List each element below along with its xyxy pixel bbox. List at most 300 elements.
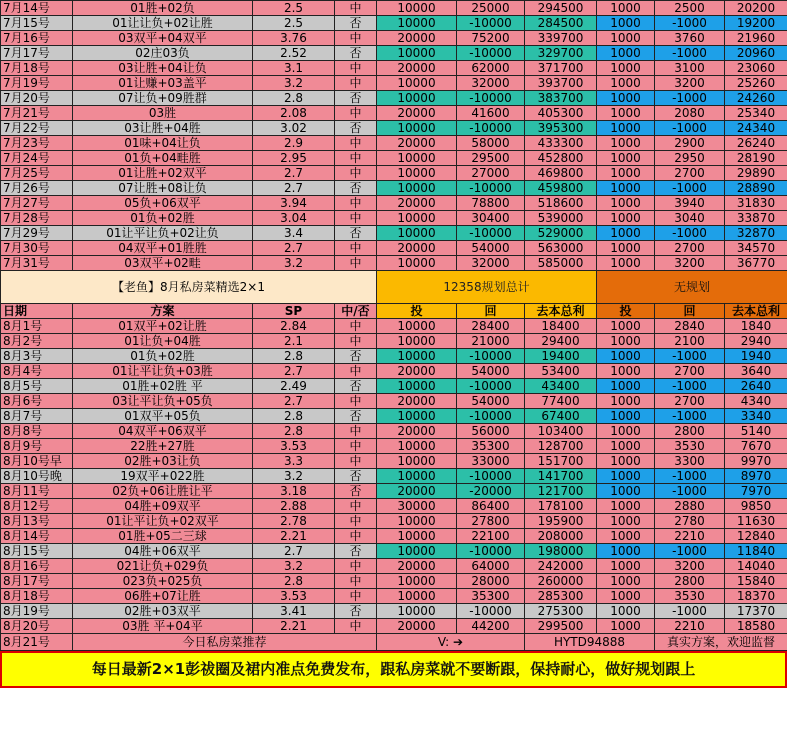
cell-hit: 否 bbox=[335, 484, 377, 499]
cell-total2: 1940 bbox=[725, 349, 787, 364]
cell-total: 452800 bbox=[525, 151, 597, 166]
cell-sp: 2.7 bbox=[253, 181, 335, 196]
cell-date: 8月9号 bbox=[1, 439, 73, 454]
cell-sp: 2.8 bbox=[253, 574, 335, 589]
table-row bbox=[1, 409, 787, 424]
table-row bbox=[1, 31, 787, 46]
cell-sp: 3.02 bbox=[253, 121, 335, 136]
cell-ret2: 2700 bbox=[655, 241, 725, 256]
header-invest-2: 投 bbox=[597, 304, 655, 319]
table-row bbox=[1, 16, 787, 31]
contact-code: HYTD94888 bbox=[525, 634, 655, 651]
cell-total: 405300 bbox=[525, 106, 597, 121]
cell-inv2: 1000 bbox=[597, 256, 655, 271]
table-row bbox=[1, 529, 787, 544]
cell-total2: 18370 bbox=[725, 589, 787, 604]
cell-total2: 9850 bbox=[725, 499, 787, 514]
cell-inv2: 1000 bbox=[597, 91, 655, 106]
cell-ret2: 2210 bbox=[655, 529, 725, 544]
cell-total2: 15840 bbox=[725, 574, 787, 589]
cell-inv2: 1000 bbox=[597, 499, 655, 514]
cell-hit: 中 bbox=[335, 454, 377, 469]
slogan: 真实方案，欢迎监督 bbox=[655, 634, 787, 651]
cell-ret: -10000 bbox=[457, 181, 525, 196]
cell-date: 7月16号 bbox=[1, 31, 73, 46]
cell-date: 7月25号 bbox=[1, 166, 73, 181]
cell-date: 8月10号晚 bbox=[1, 469, 73, 484]
cell-plan: 01让赚+03盖平 bbox=[73, 76, 253, 91]
cell-date: 8月17号 bbox=[1, 574, 73, 589]
cell-ret2: 2900 bbox=[655, 136, 725, 151]
cell-ret2: 3300 bbox=[655, 454, 725, 469]
cell-inv2: 1000 bbox=[597, 484, 655, 499]
cell-invest: 20000 bbox=[377, 241, 457, 256]
today-row bbox=[1, 634, 787, 651]
cell-total2: 25260 bbox=[725, 76, 787, 91]
header-date: 日期 bbox=[1, 304, 73, 319]
cell-plan: 01让平让负+02让负 bbox=[73, 226, 253, 241]
promo-banner: 每日最新2×1彭祓圈及裙内准点免费发布，跟私房菜就不要断跟，保持耐心，做好规划跟上 bbox=[0, 651, 787, 688]
cell-ret: 29500 bbox=[457, 151, 525, 166]
cell-hit: 否 bbox=[335, 46, 377, 61]
cell-hit: 否 bbox=[335, 16, 377, 31]
cell-invest: 20000 bbox=[377, 619, 457, 634]
cell-total: 18400 bbox=[525, 319, 597, 334]
cell-inv2: 1000 bbox=[597, 544, 655, 559]
today-section bbox=[1, 634, 787, 651]
cell-plan: 01双平+02让胜 bbox=[73, 319, 253, 334]
table-row bbox=[1, 1, 787, 16]
cell-ret2: 2700 bbox=[655, 364, 725, 379]
cell-ret: 27800 bbox=[457, 514, 525, 529]
cell-hit: 中 bbox=[335, 424, 377, 439]
cell-ret: 86400 bbox=[457, 499, 525, 514]
july-rows bbox=[1, 1, 787, 271]
cell-sp: 2.8 bbox=[253, 349, 335, 364]
cell-ret: 64000 bbox=[457, 559, 525, 574]
cell-hit: 否 bbox=[335, 544, 377, 559]
cell-total: 77400 bbox=[525, 394, 597, 409]
cell-invest: 20000 bbox=[377, 196, 457, 211]
cell-hit: 中 bbox=[335, 559, 377, 574]
header-plan: 方案 bbox=[73, 304, 253, 319]
cell-invest: 10000 bbox=[377, 409, 457, 424]
cell-ret2: -1000 bbox=[655, 121, 725, 136]
cell-hit: 中 bbox=[335, 619, 377, 634]
cell-date: 7月18号 bbox=[1, 61, 73, 76]
cell-total: 208000 bbox=[525, 529, 597, 544]
cell-total: 151700 bbox=[525, 454, 597, 469]
cell-plan: 02庄03负 bbox=[73, 46, 253, 61]
cell-inv2: 1000 bbox=[597, 46, 655, 61]
cell-ret: -20000 bbox=[457, 484, 525, 499]
cell-plan: 01负+02胜 bbox=[73, 211, 253, 226]
cell-invest: 20000 bbox=[377, 106, 457, 121]
cell-sp: 2.8 bbox=[253, 91, 335, 106]
header-return-2: 回 bbox=[655, 304, 725, 319]
cell-invest: 20000 bbox=[377, 394, 457, 409]
cell-ret: 33000 bbox=[457, 454, 525, 469]
cell-ret: -10000 bbox=[457, 121, 525, 136]
cell-total2: 11630 bbox=[725, 514, 787, 529]
cell-plan: 03双平+04双平 bbox=[73, 31, 253, 46]
column-header-row bbox=[1, 304, 787, 319]
cell-ret2: 2700 bbox=[655, 166, 725, 181]
table-row bbox=[1, 91, 787, 106]
cell-plan: 02胜+03双平 bbox=[73, 604, 253, 619]
cell-total: 563000 bbox=[525, 241, 597, 256]
cell-hit: 中 bbox=[335, 529, 377, 544]
cell-date: 7月24号 bbox=[1, 151, 73, 166]
cell-inv2: 1000 bbox=[597, 181, 655, 196]
cell-inv2: 1000 bbox=[597, 454, 655, 469]
cell-ret2: 3100 bbox=[655, 61, 725, 76]
cell-hit: 中 bbox=[335, 31, 377, 46]
cell-sp: 3.3 bbox=[253, 454, 335, 469]
cell-invest: 10000 bbox=[377, 469, 457, 484]
cell-date: 8月18号 bbox=[1, 589, 73, 604]
cell-ret: -10000 bbox=[457, 46, 525, 61]
cell-hit: 中 bbox=[335, 76, 377, 91]
cell-total: 121700 bbox=[525, 484, 597, 499]
section-title-row bbox=[1, 271, 787, 304]
cell-plan: 04双平+06双平 bbox=[73, 424, 253, 439]
cell-total2: 9970 bbox=[725, 454, 787, 469]
cell-plan: 03双平+02畦 bbox=[73, 256, 253, 271]
cell-total2: 20960 bbox=[725, 46, 787, 61]
cell-hit: 中 bbox=[335, 196, 377, 211]
cell-ret2: 2800 bbox=[655, 574, 725, 589]
cell-sp: 2.21 bbox=[253, 619, 335, 634]
cell-total2: 1840 bbox=[725, 319, 787, 334]
cell-total2: 19200 bbox=[725, 16, 787, 31]
table-row bbox=[1, 121, 787, 136]
cell-ret: 28400 bbox=[457, 319, 525, 334]
cell-ret2: 2100 bbox=[655, 334, 725, 349]
cell-inv2: 1000 bbox=[597, 379, 655, 394]
cell-inv2: 1000 bbox=[597, 424, 655, 439]
cell-hit: 中 bbox=[335, 589, 377, 604]
cell-sp: 3.41 bbox=[253, 604, 335, 619]
cell-hit: 中 bbox=[335, 319, 377, 334]
cell-plan: 023负+025负 bbox=[73, 574, 253, 589]
cell-hit: 中 bbox=[335, 136, 377, 151]
table-row bbox=[1, 589, 787, 604]
cell-total2: 2940 bbox=[725, 334, 787, 349]
cell-ret2: 3940 bbox=[655, 196, 725, 211]
cell-total2: 12840 bbox=[725, 529, 787, 544]
cell-invest: 10000 bbox=[377, 76, 457, 91]
cell-date: 8月7号 bbox=[1, 409, 73, 424]
cell-hit: 中 bbox=[335, 364, 377, 379]
cell-total2: 24340 bbox=[725, 121, 787, 136]
today-date: 8月21号 bbox=[1, 634, 73, 651]
cell-invest: 10000 bbox=[377, 121, 457, 136]
cell-invest: 10000 bbox=[377, 544, 457, 559]
cell-date: 7月29号 bbox=[1, 226, 73, 241]
cell-inv2: 1000 bbox=[597, 241, 655, 256]
cell-ret2: -1000 bbox=[655, 16, 725, 31]
cell-ret2: -1000 bbox=[655, 544, 725, 559]
cell-ret2: -1000 bbox=[655, 181, 725, 196]
cell-ret2: 3200 bbox=[655, 559, 725, 574]
cell-sp: 3.53 bbox=[253, 589, 335, 604]
cell-date: 7月20号 bbox=[1, 91, 73, 106]
cell-date: 8月3号 bbox=[1, 349, 73, 364]
cell-hit: 中 bbox=[335, 166, 377, 181]
cell-hit: 中 bbox=[335, 241, 377, 256]
cell-total2: 8970 bbox=[725, 469, 787, 484]
cell-hit: 中 bbox=[335, 394, 377, 409]
cell-ret: 32000 bbox=[457, 76, 525, 91]
cell-plan: 03让胜+04让负 bbox=[73, 61, 253, 76]
table-row bbox=[1, 364, 787, 379]
cell-hit: 否 bbox=[335, 349, 377, 364]
cell-ret2: -1000 bbox=[655, 379, 725, 394]
cell-sp: 3.1 bbox=[253, 61, 335, 76]
cell-total2: 20200 bbox=[725, 1, 787, 16]
cell-invest: 10000 bbox=[377, 349, 457, 364]
cell-total2: 33870 bbox=[725, 211, 787, 226]
cell-invest: 10000 bbox=[377, 514, 457, 529]
plan-a-title: 12358规划总计 bbox=[377, 271, 597, 304]
cell-ret2: 2080 bbox=[655, 106, 725, 121]
cell-date: 7月23号 bbox=[1, 136, 73, 151]
cell-ret: -10000 bbox=[457, 379, 525, 394]
cell-invest: 10000 bbox=[377, 16, 457, 31]
cell-plan: 01让平让负+03胜 bbox=[73, 364, 253, 379]
cell-ret2: -1000 bbox=[655, 469, 725, 484]
cell-plan: 03胜 bbox=[73, 106, 253, 121]
cell-inv2: 1000 bbox=[597, 319, 655, 334]
cell-ret: -10000 bbox=[457, 226, 525, 241]
cell-date: 8月14号 bbox=[1, 529, 73, 544]
cell-inv2: 1000 bbox=[597, 334, 655, 349]
cell-inv2: 1000 bbox=[597, 16, 655, 31]
cell-ret: -10000 bbox=[457, 544, 525, 559]
cell-invest: 10000 bbox=[377, 1, 457, 16]
cell-inv2: 1000 bbox=[597, 604, 655, 619]
cell-sp: 2.7 bbox=[253, 364, 335, 379]
cell-total2: 25340 bbox=[725, 106, 787, 121]
cell-date: 7月15号 bbox=[1, 16, 73, 31]
cell-invest: 20000 bbox=[377, 136, 457, 151]
cell-invest: 30000 bbox=[377, 499, 457, 514]
cell-plan: 05负+06双平 bbox=[73, 196, 253, 211]
cell-ret: 78800 bbox=[457, 196, 525, 211]
cell-inv2: 1000 bbox=[597, 226, 655, 241]
table-row bbox=[1, 319, 787, 334]
cell-ret: 62000 bbox=[457, 61, 525, 76]
cell-hit: 中 bbox=[335, 61, 377, 76]
cell-hit: 中 bbox=[335, 151, 377, 166]
cell-hit: 中 bbox=[335, 499, 377, 514]
cell-hit: 否 bbox=[335, 409, 377, 424]
table-row bbox=[1, 499, 787, 514]
cell-invest: 10000 bbox=[377, 319, 457, 334]
cell-plan: 01让平让负+02双平 bbox=[73, 514, 253, 529]
header-total-2: 去本总利 bbox=[725, 304, 787, 319]
cell-date: 8月2号 bbox=[1, 334, 73, 349]
cell-plan: 03让平让负+05负 bbox=[73, 394, 253, 409]
cell-sp: 3.2 bbox=[253, 559, 335, 574]
cell-ret2: 2210 bbox=[655, 619, 725, 634]
table-row bbox=[1, 61, 787, 76]
cell-total2: 3340 bbox=[725, 409, 787, 424]
cell-date: 8月20号 bbox=[1, 619, 73, 634]
cell-inv2: 1000 bbox=[597, 349, 655, 364]
table-row bbox=[1, 349, 787, 364]
table-row bbox=[1, 151, 787, 166]
cell-date: 7月27号 bbox=[1, 196, 73, 211]
cell-ret2: -1000 bbox=[655, 604, 725, 619]
cell-total: 53400 bbox=[525, 364, 597, 379]
cell-total: 242000 bbox=[525, 559, 597, 574]
cell-date: 8月19号 bbox=[1, 604, 73, 619]
cell-invest: 10000 bbox=[377, 91, 457, 106]
cell-ret2: -1000 bbox=[655, 46, 725, 61]
cell-sp: 3.94 bbox=[253, 196, 335, 211]
cell-total: 383700 bbox=[525, 91, 597, 106]
cell-ret: 44200 bbox=[457, 619, 525, 634]
table-row bbox=[1, 604, 787, 619]
cell-total: 469800 bbox=[525, 166, 597, 181]
table-row bbox=[1, 559, 787, 574]
august-rows bbox=[1, 319, 787, 634]
cell-ret2: 2500 bbox=[655, 1, 725, 16]
table-row bbox=[1, 76, 787, 91]
table-row bbox=[1, 454, 787, 469]
table-row bbox=[1, 514, 787, 529]
cell-inv2: 1000 bbox=[597, 559, 655, 574]
cell-sp: 3.53 bbox=[253, 439, 335, 454]
cell-sp: 3.2 bbox=[253, 256, 335, 271]
cell-total2: 29890 bbox=[725, 166, 787, 181]
plan-b-title: 无规划 bbox=[597, 271, 787, 304]
cell-date: 7月17号 bbox=[1, 46, 73, 61]
cell-ret2: 2780 bbox=[655, 514, 725, 529]
cell-date: 7月21号 bbox=[1, 106, 73, 121]
cell-date: 8月11号 bbox=[1, 484, 73, 499]
cell-total: 433300 bbox=[525, 136, 597, 151]
cell-ret2: -1000 bbox=[655, 409, 725, 424]
cell-total: 195900 bbox=[525, 514, 597, 529]
table-row bbox=[1, 166, 787, 181]
table-row bbox=[1, 46, 787, 61]
table-row bbox=[1, 136, 787, 151]
cell-total: 371700 bbox=[525, 61, 597, 76]
cell-ret2: 2800 bbox=[655, 424, 725, 439]
cell-plan: 04胜+09双平 bbox=[73, 499, 253, 514]
cell-ret2: 3200 bbox=[655, 76, 725, 91]
cell-total: 299500 bbox=[525, 619, 597, 634]
cell-hit: 否 bbox=[335, 181, 377, 196]
cell-plan: 01负+04畦胜 bbox=[73, 151, 253, 166]
cell-invest: 10000 bbox=[377, 166, 457, 181]
cell-inv2: 1000 bbox=[597, 166, 655, 181]
cell-total: 260000 bbox=[525, 574, 597, 589]
cell-total2: 31830 bbox=[725, 196, 787, 211]
cell-ret: 27000 bbox=[457, 166, 525, 181]
cell-sp: 2.95 bbox=[253, 151, 335, 166]
cell-total: 539000 bbox=[525, 211, 597, 226]
cell-invest: 10000 bbox=[377, 439, 457, 454]
cell-total: 275300 bbox=[525, 604, 597, 619]
cell-date: 7月19号 bbox=[1, 76, 73, 91]
cell-sp: 2.7 bbox=[253, 544, 335, 559]
cell-total2: 14040 bbox=[725, 559, 787, 574]
cell-ret: 28000 bbox=[457, 574, 525, 589]
cell-total2: 26240 bbox=[725, 136, 787, 151]
cell-hit: 否 bbox=[335, 379, 377, 394]
cell-invest: 10000 bbox=[377, 151, 457, 166]
cell-invest: 10000 bbox=[377, 604, 457, 619]
cell-inv2: 1000 bbox=[597, 364, 655, 379]
cell-ret: 54000 bbox=[457, 364, 525, 379]
today-label: 今日私房菜推荐 bbox=[73, 634, 377, 651]
cell-hit: 否 bbox=[335, 604, 377, 619]
cell-sp: 2.52 bbox=[253, 46, 335, 61]
cell-sp: 2.8 bbox=[253, 424, 335, 439]
cell-date: 8月5号 bbox=[1, 379, 73, 394]
cell-sp: 2.8 bbox=[253, 409, 335, 424]
cell-total2: 11840 bbox=[725, 544, 787, 559]
cell-plan: 01胜+02胜 平 bbox=[73, 379, 253, 394]
cell-inv2: 1000 bbox=[597, 1, 655, 16]
cell-inv2: 1000 bbox=[597, 619, 655, 634]
cell-ret: 75200 bbox=[457, 31, 525, 46]
cell-ret2: 2840 bbox=[655, 319, 725, 334]
cell-date: 7月31号 bbox=[1, 256, 73, 271]
cell-total2: 28890 bbox=[725, 181, 787, 196]
cell-ret2: 3760 bbox=[655, 31, 725, 46]
cell-plan: 02胜+03让负 bbox=[73, 454, 253, 469]
cell-date: 8月6号 bbox=[1, 394, 73, 409]
cell-inv2: 1000 bbox=[597, 136, 655, 151]
cell-hit: 中 bbox=[335, 334, 377, 349]
cell-hit: 否 bbox=[335, 121, 377, 136]
cell-total: 459800 bbox=[525, 181, 597, 196]
cell-ret: 25000 bbox=[457, 1, 525, 16]
cell-hit: 中 bbox=[335, 1, 377, 16]
cell-sp: 2.5 bbox=[253, 1, 335, 16]
cell-inv2: 1000 bbox=[597, 76, 655, 91]
cell-ret: 54000 bbox=[457, 394, 525, 409]
table-row bbox=[1, 241, 787, 256]
cell-plan: 02负+06让胜让平 bbox=[73, 484, 253, 499]
cell-invest: 20000 bbox=[377, 364, 457, 379]
cell-inv2: 1000 bbox=[597, 151, 655, 166]
cell-ret2: -1000 bbox=[655, 349, 725, 364]
cell-inv2: 1000 bbox=[597, 409, 655, 424]
cell-total2: 34570 bbox=[725, 241, 787, 256]
table-row bbox=[1, 211, 787, 226]
cell-plan: 01胜+05二三球 bbox=[73, 529, 253, 544]
table-row bbox=[1, 379, 787, 394]
cell-inv2: 1000 bbox=[597, 514, 655, 529]
table-row bbox=[1, 226, 787, 241]
cell-invest: 20000 bbox=[377, 559, 457, 574]
cell-total2: 4340 bbox=[725, 394, 787, 409]
cell-total: 284500 bbox=[525, 16, 597, 31]
cell-invest: 10000 bbox=[377, 454, 457, 469]
cell-sp: 2.5 bbox=[253, 16, 335, 31]
cell-plan: 01味+04让负 bbox=[73, 136, 253, 151]
cell-sp: 3.2 bbox=[253, 76, 335, 91]
cell-inv2: 1000 bbox=[597, 211, 655, 226]
cell-total2: 5140 bbox=[725, 424, 787, 439]
cell-sp: 2.7 bbox=[253, 166, 335, 181]
